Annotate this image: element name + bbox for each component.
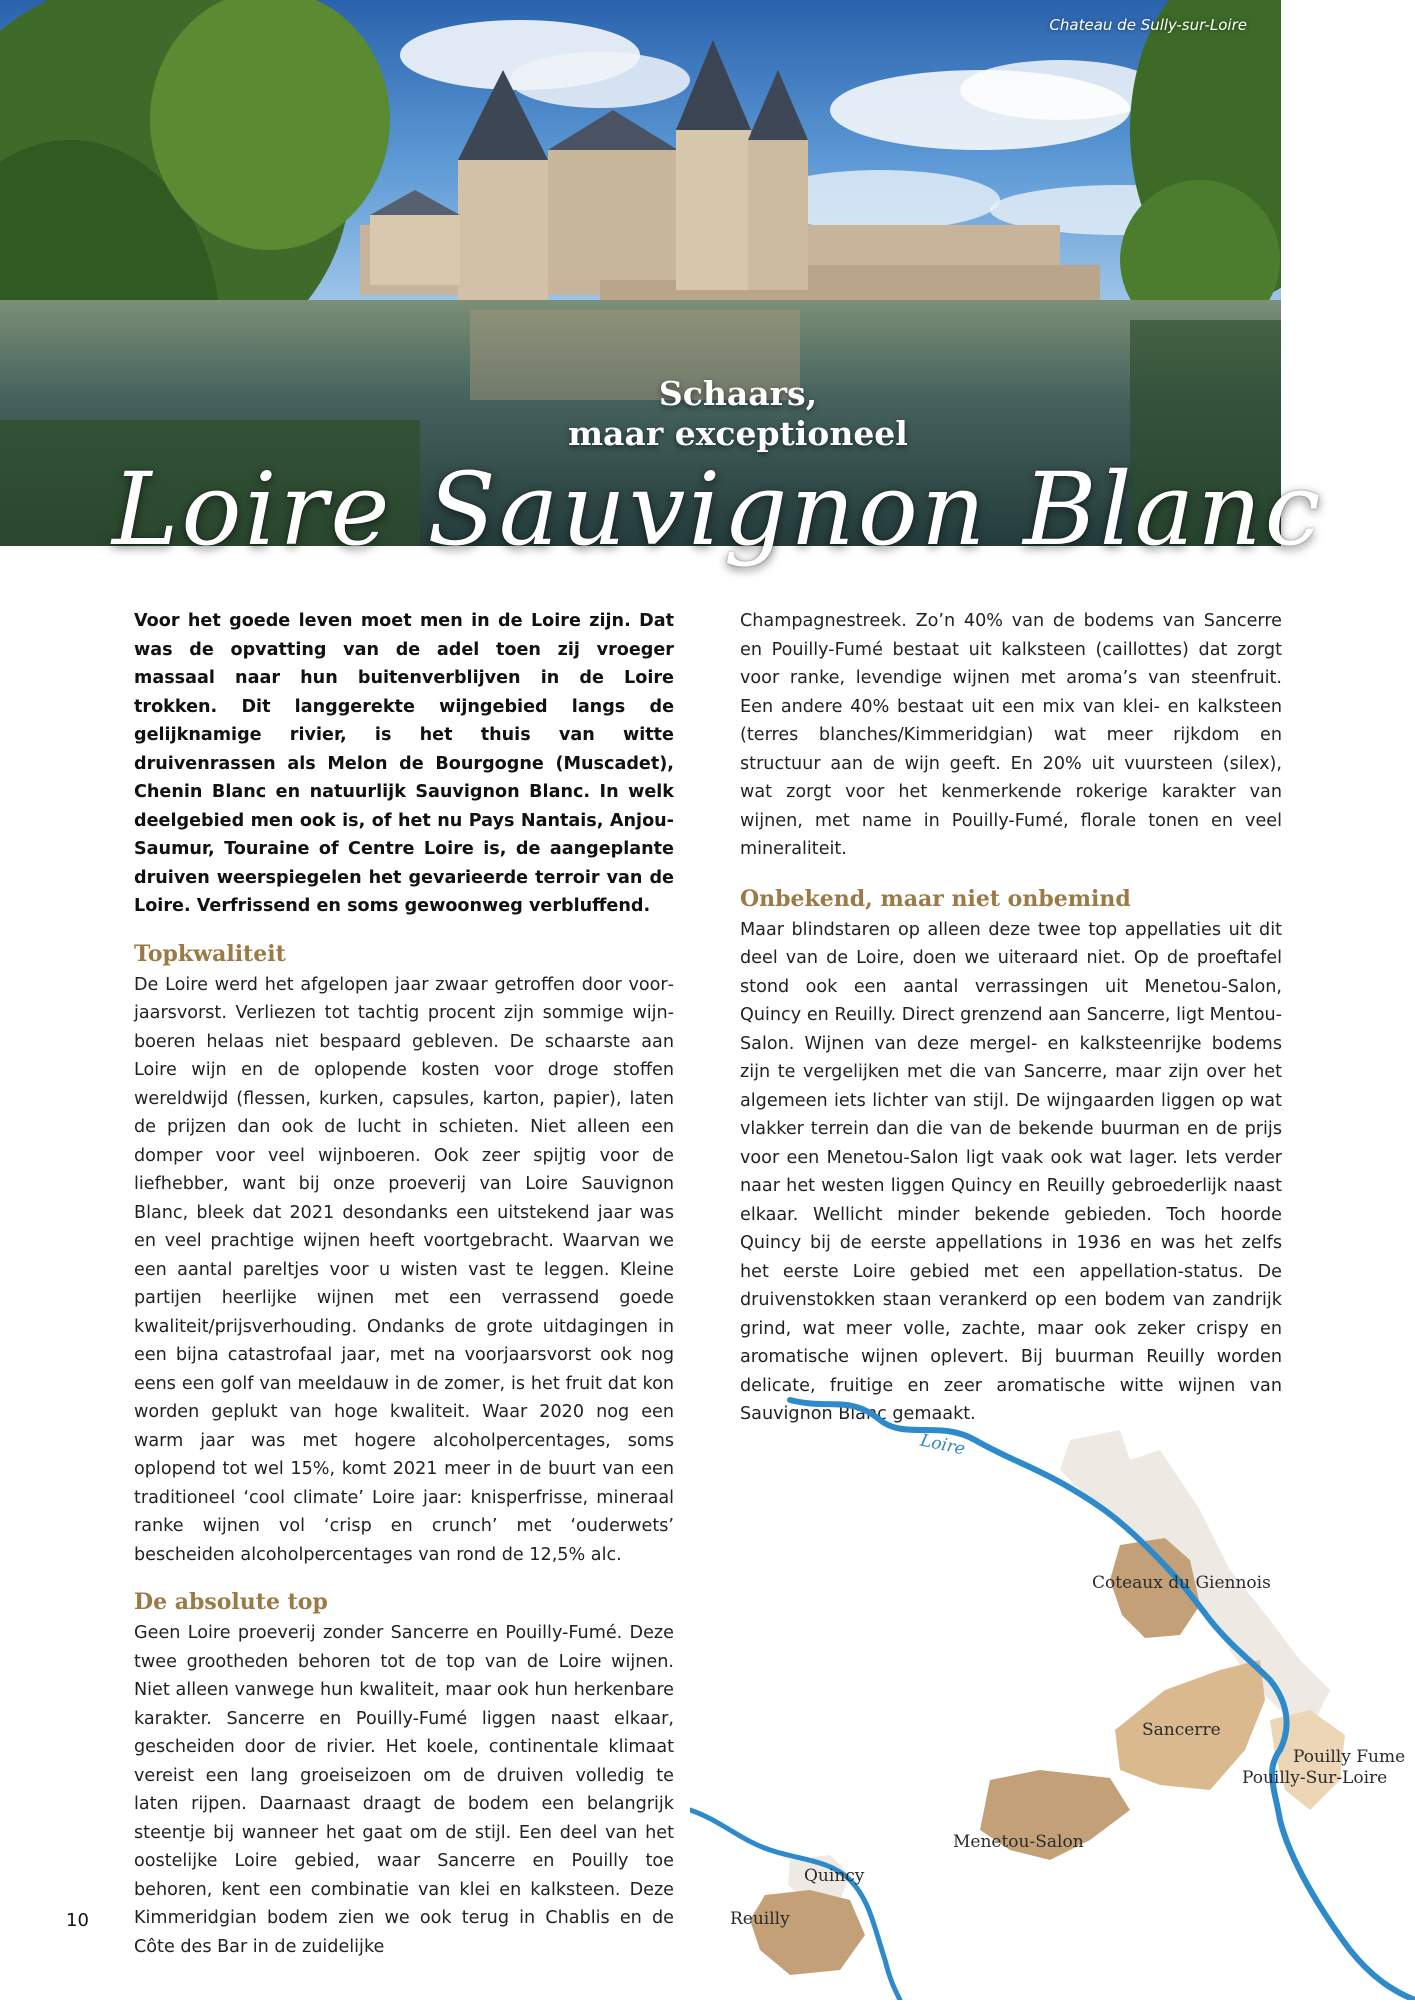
article-column-left (134, 607, 674, 1961)
region-map (690, 1390, 1415, 2000)
intro-paragraph: Voor het goede leven moet men in de Loire zijn. Dat was de opvatting van de adel toen zij vroeger massaal naar hun buitenverblijven in de Loire trokken. Dit langgerekte wijngebied langs de gelijknamige rivier, is het thuis van witte druivenrassen als Melon de Bourgogne (Muscadet), Chenin Blanc en natuurlijk Sauvignon Blanc. In welk deelgebied men ook is, of het nu Pays Nantais, Anjou-Saumur, Touraine of Centre Loire is, de aangeplante druiven weerspiegelen het gevarieerde terroir van de Loire. Verfrissend en soms gewoonweg verbluffend. (134, 611, 674, 916)
article-column-right (740, 607, 1282, 1429)
map-label-quincy: Quincy (804, 1866, 865, 1886)
map-label-sancerre: Sancerre (1142, 1720, 1221, 1740)
subtitle-line-2: maar exceptioneel (568, 414, 908, 453)
map-shapes (690, 1390, 1415, 2000)
map-label-reuilly: Reuilly (730, 1909, 790, 1929)
subtitle-line-1: Schaars, (658, 374, 818, 413)
map-label-coteaux-du-giennois: Coteaux du Giennois (1092, 1573, 1271, 1593)
section-body-absolute-top: Geen Loire proeverij zonder Sancerre en Pouilly-Fumé. Deze twee grootheden behoren tot de top van de Loire wijnen. Niet alleen vanwege hun kwaliteit, maar ook hun herkenbare karakter. Sancerre en Pouilly-Fumé liggen naast elkaar, gescheiden door de rivier. Het koele, continentale klimaat vereist een lang groeiseizoen om de druiven volledig te laten rijpen. Daarnaast draagt de bodem een belangrijk steentje bij wanneer het gaat om de stijl. Een deel van het oostelijke Loire gebied, waar Sancerre en Pouilly toe behoren, kent een combinatie van klei en kalksteen. Deze Kimmeridgian bodem zien we ook terug in Chablis en de Côte des Bar in de zuidelijke (134, 1623, 674, 1957)
section-heading-onbekend: Onbekend, maar niet onbemind (740, 885, 1131, 912)
map-label-menetou-salon: Menetou-Salon (953, 1832, 1084, 1852)
section-body-onbekend: Maar blindstaren op alleen deze twee top appellaties uit dit deel van de Loire, doen we uiteraard niet. Op de proeftafel stond ook een aantal verrassingen uit Menetou-Salon, Quincy en Reuilly. Direct grenzend aan Sancerre, ligt Mentou-Salon. Wijnen van deze mergel- en kalksteenrijke bodems zijn te vergelijken met die van Sancerre, maar zijn over het algemeen iets lichter van stijl. De wijngaarden liggen op wat vlakker terrein dan die van de bekende buurman en de prijs voor een Menetou-Salon ligt vaak ook wat lager. Iets verder naar het westen liggen Quincy en Reuilly gebroederlijk naast elkaar. Wellicht minder bekende gebieden. Toch hoorde Quincy bij de eerste appellations in 1936 en was het zelfs het eerste Loire gebied met een appellation-status. De druivenstokken staan verankerd op een bodem van zandrijk grind, wat meer volle, zachte, maar ook zeker crispy en aromatische wijnen oplevert. Bij buurman Reuilly worden delicate, fruitige en zeer aromatische witte wijnen van Sauvignon Blanc gemaakt. (740, 919, 1282, 1424)
map-label-pouilly-fume: Pouilly Fume (1293, 1747, 1406, 1767)
map-label-loire: Loire (918, 1430, 967, 1460)
section-heading-absolute-top: De absolute top (134, 1589, 328, 1615)
page-number: 10 (66, 1910, 89, 1931)
map-label-pouilly-sur-loire: Pouilly-Sur-Loire (1242, 1768, 1388, 1788)
photo-caption: Chateau de Sully-sur-Loire (1049, 16, 1247, 34)
page-title: Loire Sauvignon Blanc (112, 451, 1324, 568)
section-body-absolute-top-continued: Champagnestreek. Zo’n 40% van de bodems van Sancerre en Pouilly-Fumé bestaat uit kalksteen (caillottes) dat zorgt voor ranke, levendige wijnen met aroma’s van steenfruit. Een andere 40% bestaat uit een mix van klei- en kalksteen (terres blanches/Kimmeridgian) wat meer rijkdom en structuur aan de wijn geeft. En 20% uit vuursteen (silex), wat zorgt voor het kenmerkende rokerige karakter van wijnen, met name in Pouilly-Fumé, florale tonen en veel mineraliteit. (740, 611, 1282, 859)
section-heading-topkwaliteit: Topkwaliteit (134, 940, 286, 967)
section-body-topkwaliteit: De Loire werd het afgelopen jaar zwaar getroffen door voorjaarsvorst. Verliezen tot tachtig procent zijn sommige wijnboeren helaas niet bespaard gebleven. De schaarste aan Loire wijn en de oplopende kosten voor droge stoffen wereldwijd (flessen, kurken, capsules, karton, papier), laten de prijzen dan ook de lucht in schieten. Niet alleen een domper voor veel wijnboeren. Ook zeer spijtig voor de liefhebber, want bij onze proeverij van Loire Sauvignon Blanc, bleek dat 2021 desondanks een uitstekend jaar was en veel prachtige wijnen heeft voortgebracht. Waarvan we een aantal pareltjes voor u wisten vast te leggen. Kleine partijen heerlijke wijnen met een verrassend goede kwaliteit/prijsverhouding. Ondanks de grote uitdagingen in een bijna catastrofaal jaar, met na voorjaarsvorst ook nog eens een golf van meeldauw in de zomer, is het fruit dat kon worden geplukt van hoge kwaliteit. Waar 2020 nog een warm jaar was met hogere alcoholpercentages, soms oplopend tot wel 15%, komt 2021 meer in de buurt van een traditioneel ‘cool climate’ Loire jaar: knisperfrisse, mineraal ranke wijnen vol ‘crisp en crunch’ met ‘ouderwets’ bescheiden alcoholpercentages van rond de 12,5% alc. (134, 974, 674, 1565)
